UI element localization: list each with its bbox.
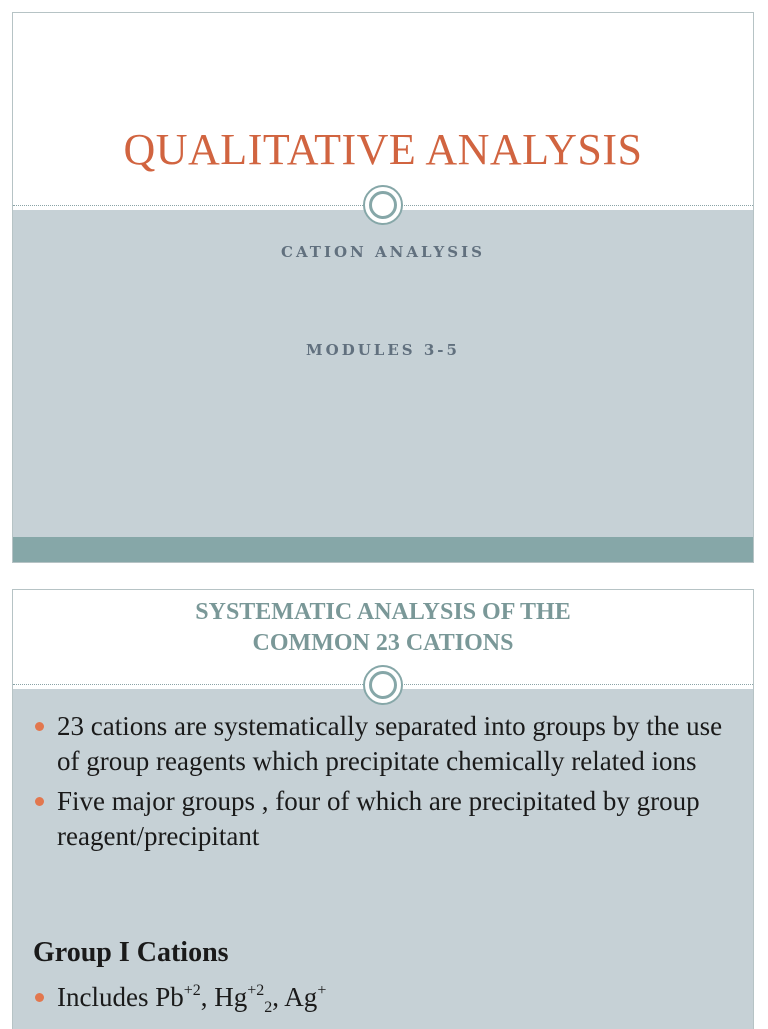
bullet-dot-icon — [35, 993, 44, 1002]
bullet-text: 23 cations are systematically separated into groups by the use of group reagents which precipitate chemically related ions — [57, 711, 723, 776]
title-line-1: SYSTEMATIC ANALYSIS OF THE — [195, 599, 571, 625]
list-item — [33, 709, 733, 779]
bullet-dot-icon — [35, 722, 44, 731]
ion-ag-label: , Ag — [272, 982, 318, 1012]
subtitle-modules: MODULES 3-5 — [306, 341, 460, 359]
group-heading: Group I Cations — [33, 937, 229, 968]
ion-subscript: 2 — [264, 999, 273, 1016]
bullet-text: Five major groups , four of which are precipitated by group reagent/precipitant — [57, 786, 700, 851]
footer-bar — [13, 537, 753, 563]
list-item — [33, 980, 733, 1015]
slide-2 — [12, 589, 754, 1029]
slide-title — [13, 597, 753, 659]
slide-title: QUALITATIVE ANALYSIS — [123, 125, 643, 174]
group-bullet-list — [33, 980, 733, 1020]
ion-charge: +2 — [183, 982, 201, 999]
ring-ornament-icon — [363, 185, 403, 225]
title-line-2: COMMON 23 CATIONS — [252, 630, 514, 656]
ion-charge: +2 — [247, 982, 265, 999]
ring-ornament-icon — [363, 665, 403, 705]
ion-pb-label: Includes Pb — [57, 982, 184, 1012]
ion-hg-label: , Hg — [200, 982, 248, 1012]
list-item — [33, 784, 733, 854]
subtitle-cation-analysis: CATION ANALYSIS — [281, 243, 485, 261]
bullet-text — [57, 982, 327, 1016]
bullet-list — [33, 709, 733, 859]
ion-charge: + — [317, 982, 327, 999]
bullet-dot-icon — [35, 797, 44, 806]
title-area — [13, 13, 753, 206]
slide-1 — [12, 12, 754, 563]
